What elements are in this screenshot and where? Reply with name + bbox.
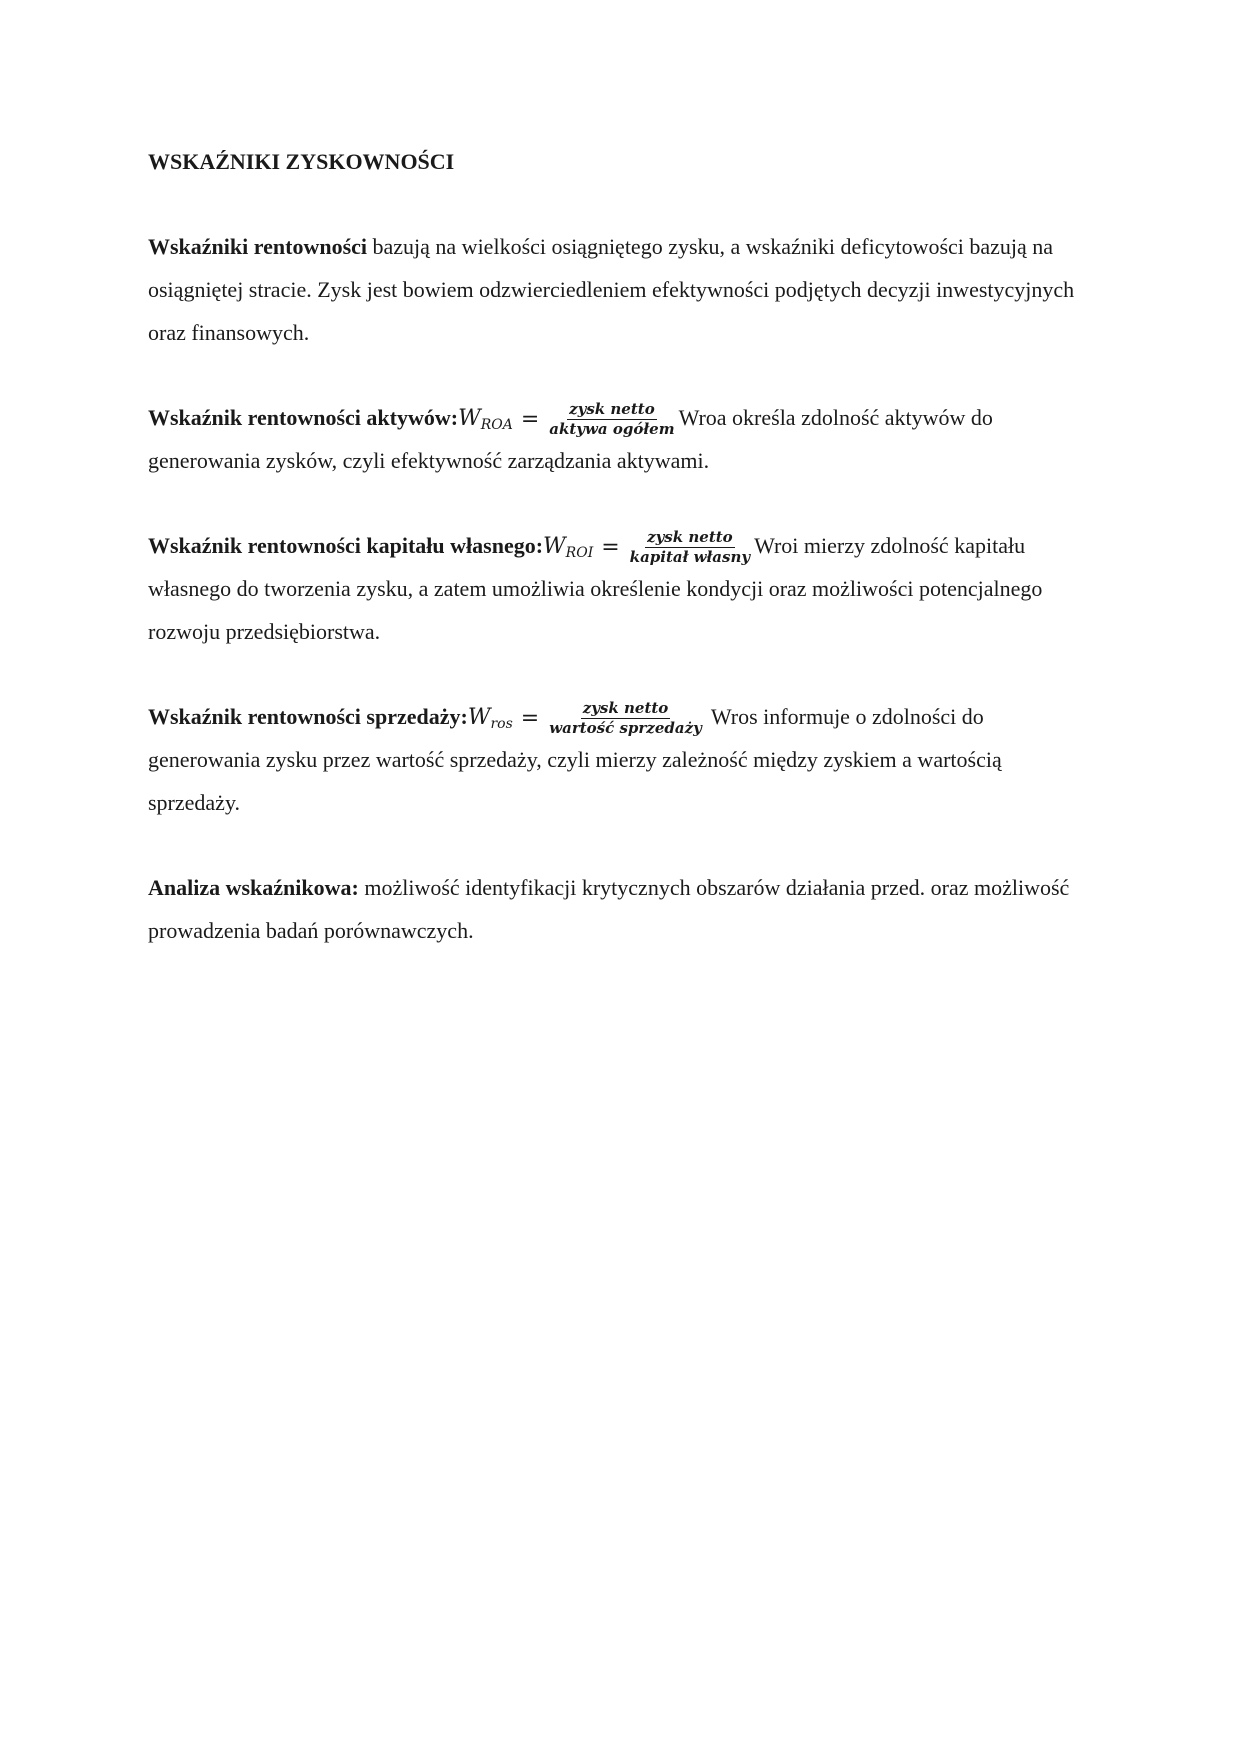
roa-term: Wskaźnik rentowności aktywów: — [148, 405, 459, 430]
roi-term: Wskaźnik rentowności kapitału własnego: — [148, 533, 544, 558]
roi-equals: = — [601, 534, 620, 560]
roi-formula — [543, 530, 752, 565]
analysis-term: Analiza wskaźnikowa: — [148, 875, 359, 900]
intro-text: bazują na wielkości osiągniętego zysku, a wskaźniki deficytowości bazują na osiągniętej stracie. Zysk jest bowiem odzwierciedleniem efektywności podjętych decyzji inwestycyjnych oraz finansowych. — [148, 234, 1075, 345]
ros-paragraph — [148, 695, 1098, 824]
roa-variable: $W_{ROA}$ — [458, 405, 513, 433]
analysis-paragraph — [148, 866, 1098, 952]
roi-variable: $W_{ROI}$ — [543, 533, 594, 561]
ros-variable: $W_{ros}$ — [467, 704, 513, 732]
roi-numerator: zysk netto — [647, 528, 733, 547]
document-title: WSKAŹNIKI ZYSKOWNOŚCI — [148, 149, 455, 174]
roi-description: Wroi mierzy zdolność kapitału własnego do tworzenia zysku, a zatem umożliwia określenie kondycji oraz możliwości potencjalnego rozwoju przedsiębiorstwa. — [148, 533, 1043, 644]
roa-equals: = — [520, 406, 540, 432]
intro-term: Wskaźniki rentowności — [148, 234, 368, 259]
roi-fraction — [628, 530, 752, 565]
roi-paragraph — [148, 524, 1098, 653]
roa-fraction — [547, 402, 676, 437]
ros-equals: = — [520, 705, 540, 731]
roa-paragraph — [148, 396, 1098, 482]
ros-denominator: wartość sprzedaży — [549, 719, 702, 738]
roa-numerator: zysk netto — [569, 400, 655, 419]
ros-description: Wros informuje o zdolności do generowania zysku przez wartość sprzedaży, czyli mierzy zależność między zyskiem a wartością sprzedaży. — [148, 704, 1002, 815]
intro-paragraph — [148, 225, 1098, 354]
ros-fraction — [547, 701, 704, 736]
roa-formula — [458, 402, 677, 437]
roi-denominator: kapitał własny — [629, 548, 751, 567]
analysis-text: możliwość identyfikacji krytycznych obszarów działania przed. oraz możliwość prowadzenia badań porównawczych. — [148, 875, 1070, 943]
document-content — [148, 140, 1098, 994]
ros-formula — [468, 701, 704, 736]
roa-description: Wroa określa zdolność aktywów do generowania zysków, czyli efektywność zarządzania aktywami. — [148, 405, 993, 473]
roa-denominator: aktywa ogółem — [549, 420, 675, 439]
ros-numerator: zysk netto — [582, 699, 669, 718]
ros-term: Wskaźnik rentowności sprzedaży: — [148, 704, 468, 729]
